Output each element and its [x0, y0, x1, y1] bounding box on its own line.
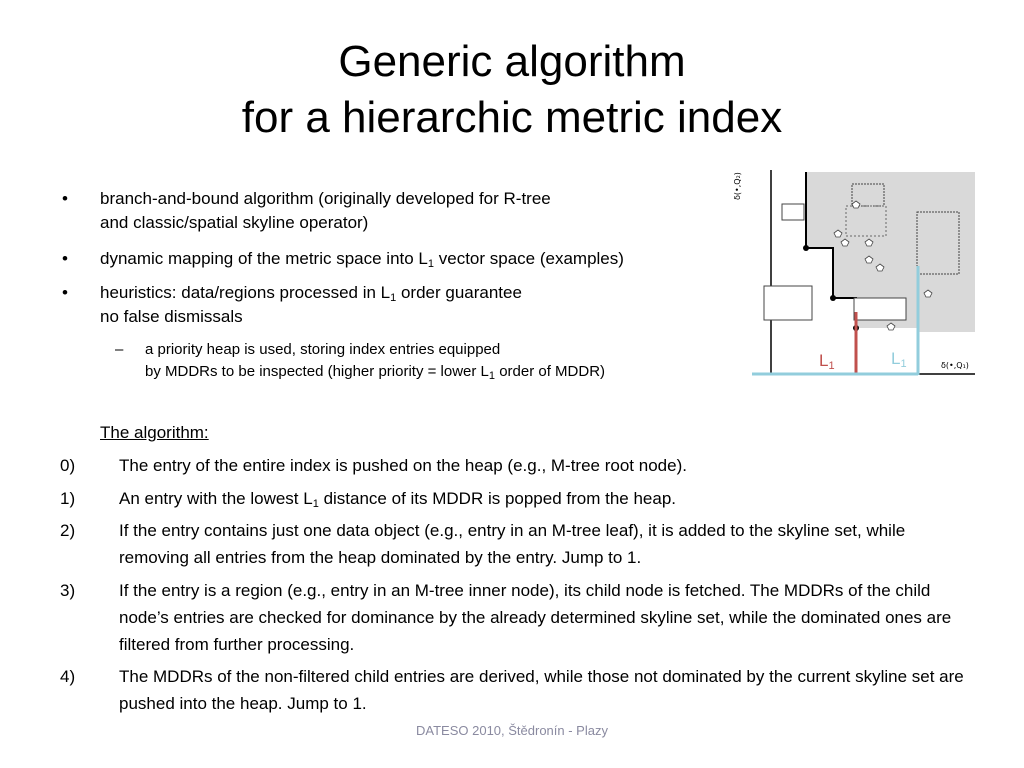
bullet-3-text-pre: heuristics: data/regions processed in L: [100, 283, 391, 302]
sub-bullet-line-1: a priority heap is used, storing index entries equipped: [145, 341, 501, 358]
algorithm-step-4: [60, 663, 965, 717]
skyline-point: [803, 245, 809, 251]
sub-bullet: [115, 339, 606, 383]
algorithm-step-2: [60, 517, 965, 571]
dash-icon: –: [115, 341, 124, 358]
bullet-dot-icon: •: [62, 249, 68, 268]
step-text: The entry of the entire index is pushed on the heap (e.g., M-tree root node).: [119, 456, 687, 475]
l1-red-label: L1: [819, 351, 835, 372]
skyline-point: [830, 295, 836, 301]
algorithm-heading: The algorithm:: [100, 423, 209, 442]
step-number: 1): [60, 489, 76, 508]
bullet-3: [62, 281, 522, 329]
bullet-2-text-post: vector space (examples): [434, 249, 624, 268]
step-text: If the entry contains just one data object (e.g., entry in an M-tree leaf), it is added to the skyline set, while removing all entries from the heap dominated by the entry. Jump to 1.: [119, 521, 906, 567]
bullet-1: [62, 187, 551, 235]
step-number: 0): [60, 456, 76, 475]
step-number: 4): [60, 667, 76, 686]
sub-bullet-text-pre: by MDDRs to be inspected (higher priority = lower L: [145, 363, 489, 380]
algorithm-step-3: [60, 577, 965, 658]
step-number: 2): [60, 521, 76, 540]
sub-bullet-text-post: order of MDDR): [495, 363, 606, 380]
l1-blue-label: L1: [891, 349, 907, 370]
title-line-1: Generic algorithm: [338, 37, 686, 86]
step-text: If the entry is a region (e.g., entry in an M-tree inner node), its child node is fetched. The MDDRs of the child node’s entries are checked for dominance by the already determined skyline set, while the dominated ones are filtered from further processing.: [119, 581, 952, 654]
bullet-1-line-1: branch-and-bound algorithm (originally developed for R-tree: [100, 189, 551, 208]
bullet-2-subscript: 1: [427, 258, 435, 270]
step-text: The MDDRs of the non-filtered child entries are derived, while those not dominated by the current skyline set are pushed into the heap. Jump to 1.: [119, 667, 964, 713]
bullet-2: [62, 247, 624, 271]
bullet-dot-icon: •: [62, 283, 68, 302]
bullet-2-text-pre: dynamic mapping of the metric space into L: [100, 249, 428, 268]
bullet-1-line-2: and classic/spatial skyline operator): [100, 213, 369, 232]
step-number: 3): [60, 581, 76, 600]
bullet-3-text-post: order guarantee: [396, 283, 522, 302]
region-box: [764, 286, 812, 320]
region-box: [854, 298, 906, 320]
region-box: [782, 204, 804, 220]
slide-title: [0, 34, 1024, 146]
sub-bullet-subscript: 1: [488, 370, 496, 382]
skyline-figure: [733, 168, 980, 382]
bullet-3-line-2: no false dismissals: [100, 307, 243, 326]
algorithm-step-1: [60, 485, 965, 512]
step-1-text-post: distance of its MDDR is popped from the heap.: [318, 489, 677, 508]
bullet-3-subscript: 1: [390, 292, 397, 304]
y-axis-label: δ(•,Q₂): [733, 172, 742, 200]
title-line-2: for a hierarchic metric index: [241, 93, 783, 142]
footer: DATESO 2010, Štědronín - Plazy: [416, 723, 608, 738]
bullet-dot-icon: •: [62, 189, 68, 208]
step-1-subscript: 1: [312, 498, 319, 510]
step-text: [119, 485, 965, 512]
x-axis-label: δ(•,Q₁): [941, 361, 969, 370]
algorithm-step-0: [60, 452, 965, 479]
step-1-text-pre: An entry with the lowest L: [119, 489, 313, 508]
